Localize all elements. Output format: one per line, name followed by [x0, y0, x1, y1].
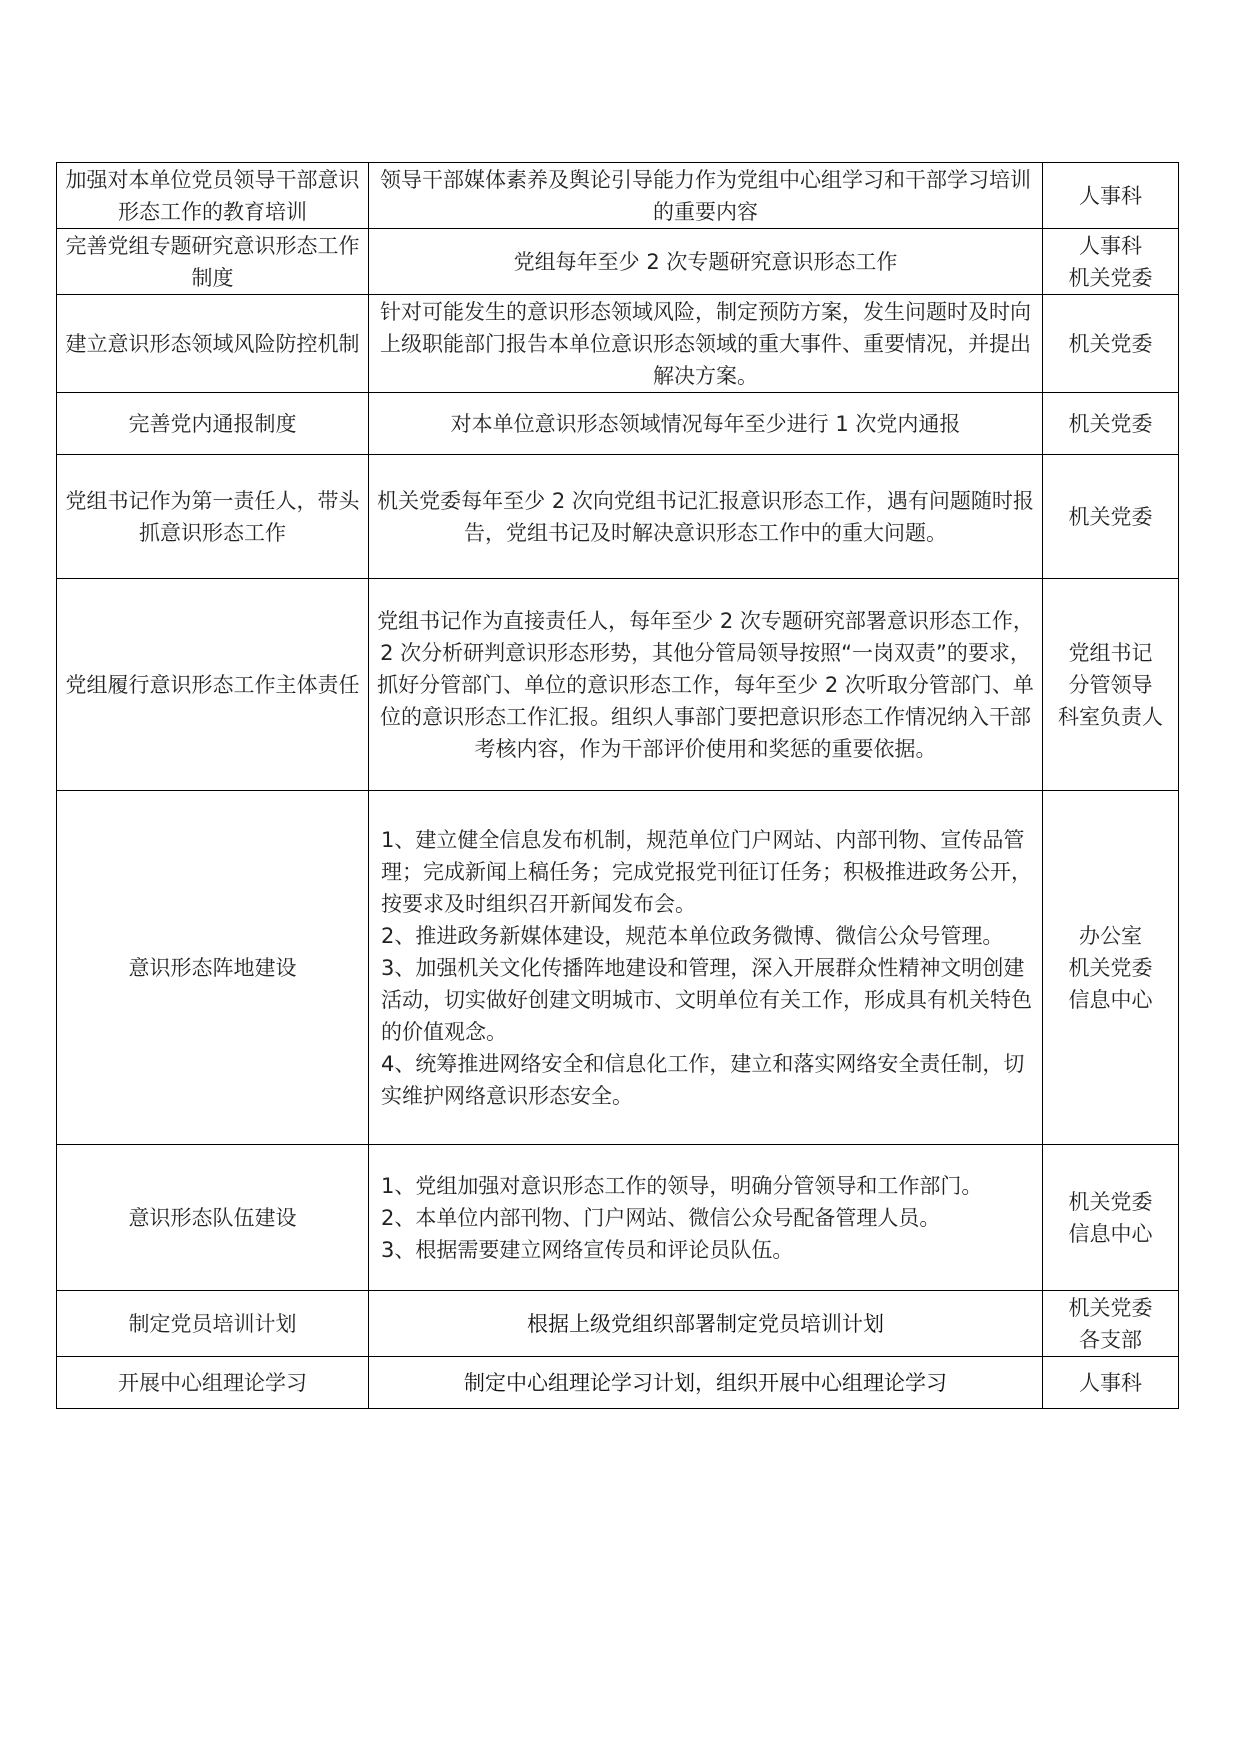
measure-text: 4、统筹推进网络安全和信息化工作，建立和落实网络安全责任制，切实维护网络意识形态安全。: [381, 1051, 1025, 1108]
department-name: 党组书记: [1068, 640, 1153, 665]
department-name: 人事科: [1079, 183, 1142, 208]
item-cell: 制定党员培训计划: [57, 1291, 369, 1357]
table-row: [57, 229, 1179, 295]
measure-cell: [369, 791, 1043, 1145]
department-name: 人事科: [1079, 233, 1142, 258]
department-cell: [1043, 229, 1179, 295]
department-name: 机关党委: [1068, 411, 1153, 436]
department-name: 办公室: [1079, 923, 1142, 948]
table-row: [57, 1357, 1179, 1409]
item-cell: 完善党内通报制度: [57, 393, 369, 455]
table-row: [57, 791, 1179, 1145]
measure-text: 3、加强机关文化传播阵地建设和管理，深入开展群众性精神文明创建活动，切实做好创建文明城市、文明单位有关工作，形成具有机关特色的价值观念。: [381, 955, 1032, 1044]
department-cell: [1043, 163, 1179, 229]
department-name: 信息中心: [1068, 1221, 1153, 1246]
table-row: [57, 1145, 1179, 1291]
measure-text: 党组每年至少 2 次专题研究意识形态工作: [513, 249, 898, 274]
measure-text: 党组书记作为直接责任人，每年至少 2 次专题研究部署意识形态工作，2 次分析研判意识形态形势，其他分管局领导按照“一岗双责”的要求，抓好分管部门、单位的意识形态工作，每年至少 2 次听取分管部门、单位的意识形态工作汇报。组织人事部门要把意识形态工作情况纳入干部考核内容，作为干部评价使用和奖惩的重要依据。: [377, 608, 1034, 761]
department-name: 机关党委: [1068, 331, 1153, 356]
department-cell: [1043, 393, 1179, 455]
measure-text: 制定中心组理论学习计划，组织开展中心组理论学习: [464, 1370, 947, 1395]
department-name: 各支部: [1079, 1327, 1142, 1352]
measure-cell: [369, 579, 1043, 791]
measure-text: 1、建立健全信息发布机制，规范单位门户网站、内部刊物、宣传品管理；完成新闻上稿任务；完成党报党刊征订任务；积极推进政务公开，按要求及时组织召开新闻发布会。: [381, 827, 1032, 916]
table-row: [57, 579, 1179, 791]
measure-text: 机关党委每年至少 2 次向党组书记汇报意识形态工作，遇有问题随时报告，党组书记及时解决意识形态工作中的重大问题。: [377, 488, 1034, 545]
item-cell: 建立意识形态领域风险防控机制: [57, 295, 369, 393]
department-name: 机关党委: [1068, 504, 1153, 529]
measure-cell: [369, 455, 1043, 579]
table-row: [57, 163, 1179, 229]
responsibility-table: [56, 162, 1179, 1409]
department-name: 机关党委: [1068, 1295, 1153, 1320]
measure-cell: [369, 1357, 1043, 1409]
measure-text: 3、根据需要建立网络宣传员和评论员队伍。: [381, 1237, 794, 1262]
department-name: 分管领导: [1068, 672, 1153, 697]
measure-cell: [369, 295, 1043, 393]
department-name: 科室负责人: [1058, 704, 1163, 729]
department-cell: [1043, 1357, 1179, 1409]
item-cell: 党组书记作为第一责任人，带头抓意识形态工作: [57, 455, 369, 579]
measure-text: 领导干部媒体素养及舆论引导能力作为党组中心组学习和干部学习培训的重要内容: [380, 167, 1031, 224]
item-cell: 意识形态队伍建设: [57, 1145, 369, 1291]
department-cell: [1043, 295, 1179, 393]
measure-cell: [369, 1291, 1043, 1357]
measure-text: 根据上级党组织部署制定党员培训计划: [527, 1311, 884, 1336]
measure-text: 2、本单位内部刊物、门户网站、微信公众号配备管理人员。: [381, 1205, 941, 1230]
table-row: [57, 393, 1179, 455]
measure-text: 1、党组加强对意识形态工作的领导，明确分管领导和工作部门。: [381, 1173, 983, 1198]
department-cell: [1043, 455, 1179, 579]
item-cell: 完善党组专题研究意识形态工作制度: [57, 229, 369, 295]
department-name: 机关党委: [1068, 955, 1153, 980]
item-cell: 党组履行意识形态工作主体责任: [57, 579, 369, 791]
measure-text: 针对可能发生的意识形态领域风险，制定预防方案，发生问题时及时向上级职能部门报告本单位意识形态领域的重大事件、重要情况，并提出解决方案。: [380, 299, 1031, 388]
department-name: 信息中心: [1068, 987, 1153, 1012]
item-cell: 加强对本单位党员领导干部意识形态工作的教育培训: [57, 163, 369, 229]
measure-text: 2、推进政务新媒体建设，规范本单位政务微博、微信公众号管理。: [381, 923, 1004, 948]
measure-text: 对本单位意识形态领域情况每年至少进行 1 次党内通报: [450, 411, 961, 436]
measure-cell: [369, 393, 1043, 455]
measure-cell: [369, 163, 1043, 229]
department-cell: [1043, 791, 1179, 1145]
table-row: [57, 1291, 1179, 1357]
item-cell: 开展中心组理论学习: [57, 1357, 369, 1409]
department-cell: [1043, 1145, 1179, 1291]
table-row: [57, 455, 1179, 579]
table-row: [57, 295, 1179, 393]
department-name: 机关党委: [1068, 265, 1153, 290]
department-cell: [1043, 1291, 1179, 1357]
measure-cell: [369, 1145, 1043, 1291]
department-name: 人事科: [1079, 1370, 1142, 1395]
department-name: 机关党委: [1068, 1189, 1153, 1214]
department-cell: [1043, 579, 1179, 791]
measure-cell: [369, 229, 1043, 295]
item-cell: 意识形态阵地建设: [57, 791, 369, 1145]
